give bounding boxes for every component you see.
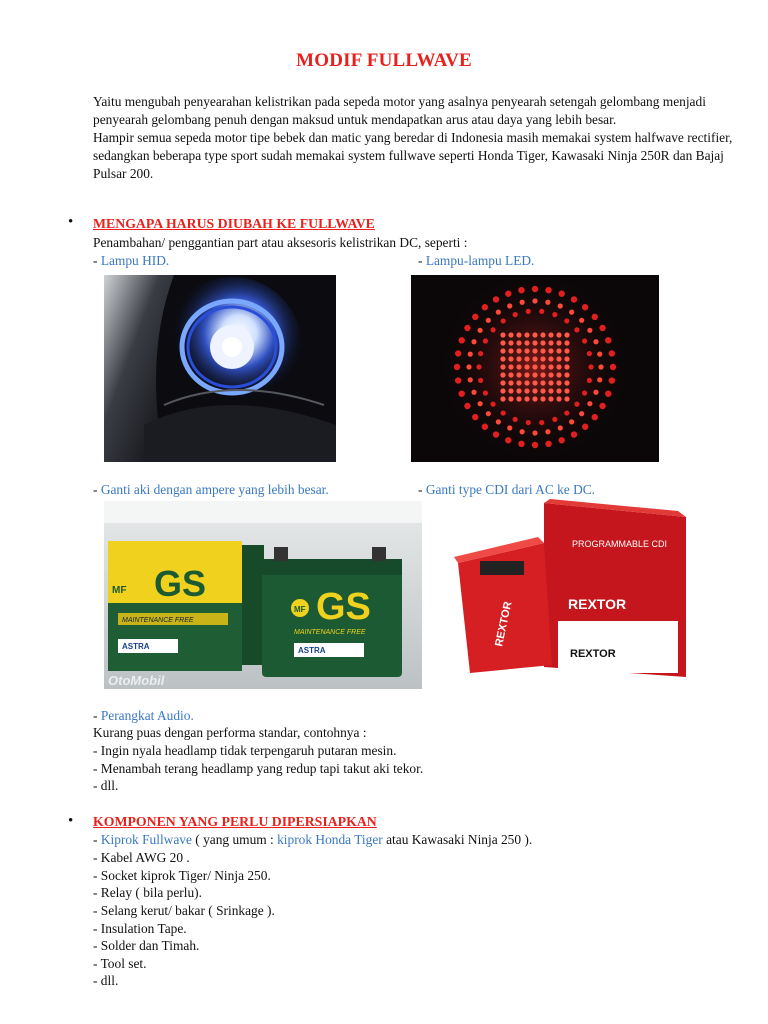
led-ring-dot bbox=[505, 437, 511, 443]
led-ring-dot bbox=[599, 325, 605, 331]
led-ring-dot bbox=[609, 377, 615, 383]
led-matrix-dot bbox=[524, 332, 529, 337]
component-item: - Tool set. bbox=[93, 956, 147, 971]
led-ring-dot bbox=[582, 304, 588, 310]
cdi-photo bbox=[440, 497, 702, 689]
led-matrix-dot bbox=[564, 396, 569, 401]
led-matrix-dot bbox=[532, 356, 537, 361]
component-item: - Socket kiprok Tiger/ Ninja 250. bbox=[93, 868, 271, 883]
led-ring-dot bbox=[545, 441, 551, 447]
led-matrix-dot bbox=[508, 356, 513, 361]
led-ring-dot bbox=[472, 414, 478, 420]
led-ring-dot bbox=[579, 411, 584, 416]
led-ring-dot bbox=[587, 401, 592, 406]
led-matrix-dot bbox=[508, 396, 513, 401]
bullet-1: • bbox=[68, 214, 74, 230]
led-ring-dot bbox=[507, 303, 512, 308]
watermark: OtoMobil bbox=[108, 673, 165, 688]
led-matrix-dot bbox=[500, 340, 505, 345]
led-ring-dot bbox=[587, 378, 592, 383]
led-matrix-dot bbox=[508, 380, 513, 385]
led-ring-dot bbox=[574, 402, 579, 407]
led-matrix-dot bbox=[556, 372, 561, 377]
led-matrix-dot bbox=[540, 388, 545, 393]
led-matrix-dot bbox=[548, 364, 553, 369]
led-ring-dot bbox=[597, 377, 602, 382]
led-matrix-dot bbox=[524, 396, 529, 401]
item-lampu-led bbox=[418, 252, 534, 270]
led-ring-dot bbox=[597, 352, 602, 357]
led-ring-dot bbox=[552, 417, 557, 422]
led-matrix-dot bbox=[500, 396, 505, 401]
led-matrix-dot bbox=[532, 332, 537, 337]
led-matrix-dot bbox=[540, 372, 545, 377]
led-matrix-dot bbox=[540, 340, 545, 345]
led-matrix-dot bbox=[556, 396, 561, 401]
led-matrix-dot bbox=[524, 380, 529, 385]
led-matrix-dot bbox=[556, 340, 561, 345]
led-ring-dot bbox=[526, 309, 531, 314]
led-ring-dot bbox=[574, 327, 579, 332]
kiprok-fullwave-label: Kiprok Fullwave bbox=[100, 832, 192, 847]
led-ring-dot bbox=[532, 442, 538, 448]
dash: - bbox=[93, 482, 101, 497]
component-item: - Kabel AWG 20 . bbox=[93, 850, 190, 865]
gs-logo-left: GS bbox=[154, 563, 207, 604]
led-matrix-dot bbox=[532, 396, 537, 401]
item-ganti-aki bbox=[93, 481, 329, 499]
led-matrix-dot bbox=[540, 380, 545, 385]
led-ring-dot bbox=[545, 429, 550, 434]
led-matrix-dot bbox=[548, 340, 553, 345]
led-matrix-dot bbox=[516, 332, 521, 337]
section-2-heading: KOMPONEN YANG PERLU DIPERSIAPKAN bbox=[93, 814, 377, 829]
led-ring-dot bbox=[454, 364, 460, 370]
led-ring-dot bbox=[483, 338, 488, 343]
led-ring-dot bbox=[592, 414, 598, 420]
item-perangkat-audio bbox=[93, 707, 194, 725]
led-ring-dot bbox=[501, 318, 506, 323]
led-matrix-dot bbox=[516, 340, 521, 345]
led-matrix-dot bbox=[508, 348, 513, 353]
led-ring-dot bbox=[468, 377, 473, 382]
led-ring-dot bbox=[558, 291, 564, 297]
led-ring-dot bbox=[459, 390, 465, 396]
led-ring-dot bbox=[605, 337, 611, 343]
perangkat-audio-label: Perangkat Audio. bbox=[100, 708, 194, 723]
led-matrix-dot bbox=[532, 340, 537, 345]
component-item: - Selang kerut/ bakar ( Srinkage ). bbox=[93, 903, 275, 918]
led-matrix-dot bbox=[500, 380, 505, 385]
led-ring-dot bbox=[558, 303, 563, 308]
led-ring-dot bbox=[520, 300, 525, 305]
led-ring-dot bbox=[464, 325, 470, 331]
led-matrix-dot bbox=[564, 332, 569, 337]
led-matrix-dot bbox=[548, 348, 553, 353]
led-matrix-dot bbox=[548, 388, 553, 393]
item-kiprok bbox=[93, 831, 532, 849]
led-ring-dot bbox=[482, 424, 488, 430]
maintenance-left: MAINTENANCE FREE bbox=[122, 617, 194, 624]
cdi-box-brand: REXTOR bbox=[568, 596, 627, 612]
led-ring-dot bbox=[496, 310, 501, 315]
item-lampu-hid bbox=[93, 252, 169, 270]
led-ring-dot bbox=[588, 364, 593, 369]
led-matrix-dot bbox=[524, 340, 529, 345]
led-matrix-dot bbox=[500, 372, 505, 377]
led-ring-dot bbox=[482, 304, 488, 310]
led-matrix-dot bbox=[532, 348, 537, 353]
led-matrix-dot bbox=[564, 388, 569, 393]
led-matrix-dot bbox=[532, 388, 537, 393]
gs-logo-right: GS bbox=[316, 586, 371, 628]
led-matrix-dot bbox=[556, 356, 561, 361]
led-matrix-dot bbox=[556, 380, 561, 385]
kiprok-honda-tiger-label: kiprok Honda Tiger bbox=[277, 832, 383, 847]
led-ring-dot bbox=[471, 390, 476, 395]
battery-photo bbox=[104, 501, 422, 689]
document-title: MODIF FULLWAVE bbox=[296, 50, 472, 71]
kiprok-mid-text: ( yang umum : bbox=[191, 832, 278, 847]
led-ring-dot bbox=[478, 401, 483, 406]
led-matrix-dot bbox=[548, 396, 553, 401]
led-matrix-dot bbox=[556, 348, 561, 353]
led-matrix-dot bbox=[524, 372, 529, 377]
led-ring-dot bbox=[505, 291, 511, 297]
led-matrix-dot bbox=[540, 332, 545, 337]
led-matrix-dot bbox=[516, 372, 521, 377]
led-ring-dot bbox=[599, 403, 605, 409]
led-matrix-dot bbox=[524, 348, 529, 353]
led-ring-dot bbox=[520, 429, 525, 434]
led-ring-dot bbox=[582, 424, 588, 430]
led-ring-dot bbox=[490, 327, 495, 332]
led-ring-dot bbox=[478, 378, 483, 383]
led-matrix-dot bbox=[540, 348, 545, 353]
dash: - bbox=[93, 708, 101, 723]
dash: - bbox=[418, 482, 426, 497]
astra-left: ASTRA bbox=[122, 642, 150, 651]
led-ring-dot bbox=[476, 364, 481, 369]
led-matrix-dot bbox=[516, 364, 521, 369]
led-matrix-dot bbox=[532, 372, 537, 377]
led-matrix-dot bbox=[516, 396, 521, 401]
section-1-heading: MENGAPA HARUS DIUBAH KE FULLWAVE bbox=[93, 216, 375, 231]
component-item: - dll. bbox=[93, 973, 119, 988]
led-matrix-dot bbox=[508, 340, 513, 345]
led-ring-dot bbox=[471, 339, 476, 344]
led-matrix-dot bbox=[500, 356, 505, 361]
led-ring-dot bbox=[598, 364, 603, 369]
led-matrix-dot bbox=[540, 364, 545, 369]
led-matrix-dot bbox=[508, 364, 513, 369]
led-ring-dot bbox=[459, 337, 465, 343]
led-ring-dot bbox=[571, 296, 577, 302]
led-ring-dot bbox=[518, 287, 524, 293]
led-ring-dot bbox=[486, 411, 491, 416]
led-matrix-dot bbox=[516, 388, 521, 393]
led-matrix-dot bbox=[508, 388, 513, 393]
led-ring-dot bbox=[478, 328, 483, 333]
line-dll-1: - dll. bbox=[93, 778, 119, 793]
led-ring-dot bbox=[493, 296, 499, 302]
mf-badge-right: MF bbox=[294, 605, 306, 614]
led-ring-dot bbox=[593, 339, 598, 344]
intro-text bbox=[93, 93, 733, 183]
dash: - bbox=[93, 832, 101, 847]
led-matrix-dot bbox=[564, 356, 569, 361]
led-ring-photo bbox=[411, 275, 659, 462]
led-ring-dot bbox=[558, 437, 564, 443]
led-ring-dot bbox=[582, 338, 587, 343]
led-matrix-dot bbox=[556, 364, 561, 369]
led-ring-dot bbox=[593, 390, 598, 395]
led-matrix-dot bbox=[548, 332, 553, 337]
led-matrix-dot bbox=[564, 348, 569, 353]
led-ring-dot bbox=[545, 287, 551, 293]
led-ring-dot bbox=[455, 350, 461, 356]
led-matrix-dot bbox=[516, 380, 521, 385]
led-matrix-dot bbox=[500, 348, 505, 353]
mf-badge-left: MF bbox=[112, 585, 127, 596]
led-ring-dot bbox=[513, 417, 518, 422]
cdi-box-brand-bottom: REXTOR bbox=[570, 648, 616, 660]
led-ring-dot bbox=[483, 390, 488, 395]
led-ring-dot bbox=[478, 351, 483, 356]
led-ring-dot bbox=[493, 431, 499, 437]
hid-headlamp-photo bbox=[104, 275, 336, 462]
led-ring-dot bbox=[579, 318, 584, 323]
cdi-box-label: PROGRAMMABLE CDI bbox=[572, 539, 668, 549]
led-matrix-dot bbox=[532, 364, 537, 369]
intro-paragraph-2: Hampir semua sepeda motor tipe bebek dan matic yang beredar di Indonesia masih memakai system halfwave rectifier, sedangkan beberapa type sport sudah memakai system fullwave seperti Honda Tiger, Kawasaki Ninja 250R dan Bajaj Pulsar 200. bbox=[93, 130, 733, 181]
led-matrix-dot bbox=[500, 388, 505, 393]
led-ring-dot bbox=[490, 402, 495, 407]
led-matrix-dot bbox=[548, 372, 553, 377]
lampu-led-label: Lampu-lampu LED. bbox=[425, 253, 535, 268]
led-matrix-dot bbox=[540, 396, 545, 401]
led-ring-dot bbox=[507, 425, 512, 430]
led-ring-dot bbox=[526, 420, 531, 425]
led-matrix-dot bbox=[516, 356, 521, 361]
line-kurang-puas: Kurang puas dengan performa standar, contohnya : bbox=[93, 725, 367, 740]
led-matrix-dot bbox=[508, 332, 513, 337]
led-ring-dot bbox=[532, 286, 538, 292]
led-ring-dot bbox=[569, 310, 574, 315]
led-ring-dot bbox=[539, 309, 544, 314]
led-ring-dot bbox=[455, 377, 461, 383]
led-matrix-dot bbox=[508, 372, 513, 377]
kiprok-end-text: atau Kawasaki Ninja 250 ). bbox=[382, 832, 533, 847]
line-nyala-headlamp: - Ingin nyala headlamp tidak terpengaruh putaran mesin. bbox=[93, 743, 397, 758]
led-matrix-dot bbox=[564, 380, 569, 385]
led-ring-dot bbox=[552, 312, 557, 317]
led-ring-dot bbox=[464, 403, 470, 409]
component-item: - Solder dan Timah. bbox=[93, 938, 200, 953]
led-matrix-dot bbox=[556, 332, 561, 337]
led-ring-dot bbox=[532, 298, 537, 303]
led-ring-dot bbox=[513, 312, 518, 317]
ganti-cdi-label: Ganti type CDI dari AC ke DC. bbox=[425, 482, 596, 497]
led-matrix-dot bbox=[524, 388, 529, 393]
led-matrix-dot bbox=[556, 388, 561, 393]
led-matrix-dot bbox=[564, 340, 569, 345]
led-matrix-dot bbox=[500, 332, 505, 337]
led-ring-dot bbox=[564, 318, 569, 323]
led-ring-dot bbox=[564, 410, 569, 415]
component-item: - Insulation Tape. bbox=[93, 921, 187, 936]
led-ring-dot bbox=[501, 410, 506, 415]
led-ring-dot bbox=[571, 431, 577, 437]
line-terang-headlamp: - Menambah terang headlamp yang redup tapi takut aki tekor. bbox=[93, 761, 424, 776]
lampu-hid-label: Lampu HID. bbox=[100, 253, 170, 268]
led-ring-dot bbox=[518, 441, 524, 447]
led-ring-dot bbox=[592, 314, 598, 320]
led-ring-dot bbox=[569, 419, 574, 424]
cdi-unit-brand: REXTOR bbox=[493, 600, 515, 648]
led-ring-dot bbox=[496, 419, 501, 424]
led-matrix-dot bbox=[564, 364, 569, 369]
astra-right: ASTRA bbox=[298, 646, 326, 655]
component-item: - Relay ( bila perlu). bbox=[93, 885, 202, 900]
led-ring-dot bbox=[532, 430, 537, 435]
led-ring-dot bbox=[587, 328, 592, 333]
led-matrix-dot bbox=[524, 356, 529, 361]
dash: - bbox=[418, 253, 426, 268]
led-matrix-dot bbox=[540, 356, 545, 361]
led-matrix-dot bbox=[548, 380, 553, 385]
led-ring-dot bbox=[466, 364, 471, 369]
led-ring-dot bbox=[545, 300, 550, 305]
led-matrix-dot bbox=[500, 364, 505, 369]
led-matrix-dot bbox=[548, 356, 553, 361]
led-ring-dot bbox=[539, 420, 544, 425]
led-matrix-dot bbox=[532, 380, 537, 385]
bullet-2: • bbox=[68, 813, 74, 829]
led-ring-dot bbox=[609, 350, 615, 356]
led-ring-dot bbox=[558, 425, 563, 430]
led-ring-dot bbox=[486, 318, 491, 323]
led-ring-dot bbox=[587, 351, 592, 356]
led-ring-dot bbox=[472, 314, 478, 320]
ganti-aki-label: Ganti aki dengan ampere yang lebih besar. bbox=[100, 482, 329, 497]
led-matrix-dot bbox=[564, 372, 569, 377]
led-ring-dot bbox=[582, 390, 587, 395]
led-ring-dot bbox=[605, 390, 611, 396]
section-1-intro-line: Penambahan/ penggantian part atau aksesoris kelistrikan DC, seperti : bbox=[93, 235, 468, 250]
led-ring-dot bbox=[610, 364, 616, 370]
led-ring-dot bbox=[468, 352, 473, 357]
dash: - bbox=[93, 253, 101, 268]
led-matrix-dot bbox=[516, 348, 521, 353]
maintenance-right: MAINTENANCE FREE bbox=[294, 629, 366, 636]
led-matrix-dot bbox=[524, 364, 529, 369]
intro-paragraph-1: Yaitu mengubah penyearahan kelistrikan pada sepeda motor yang asalnya penyearah setengah gelombang menjadi penyearah gelombang penuh dengan maksud untuk mendapatkan arus atau daya yang lebih besar. bbox=[93, 94, 706, 127]
